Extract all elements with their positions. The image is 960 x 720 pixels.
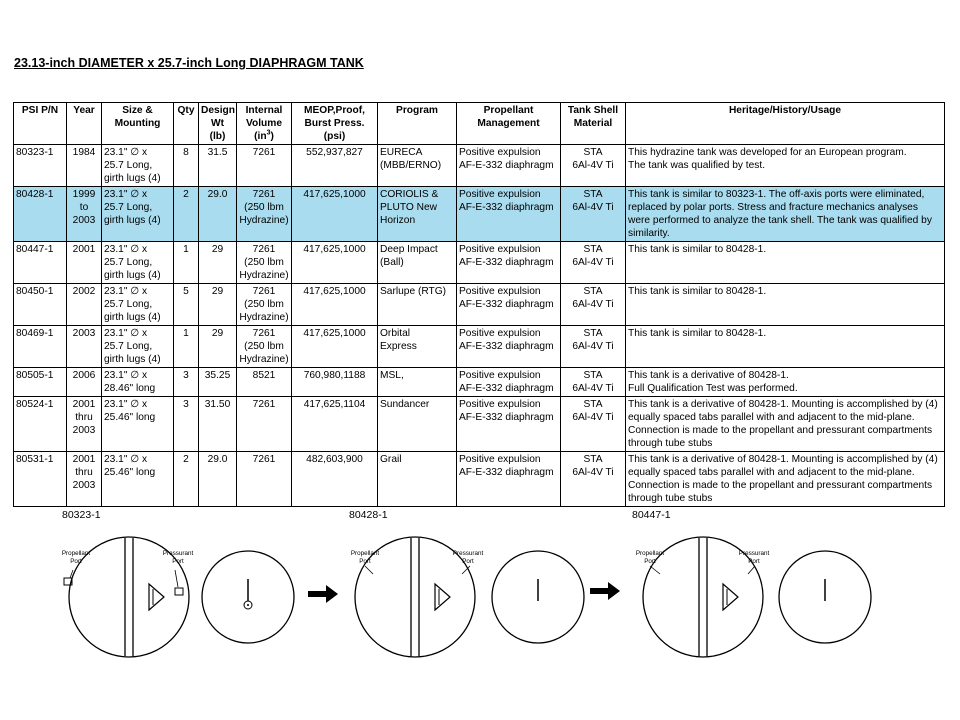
col-header-weight: Design Wt (lb) — [199, 103, 237, 145]
cell-management: Positive expulsion AF-E-332 diaphragm — [457, 397, 561, 452]
col-header-qty: Qty — [174, 103, 199, 145]
volume-unit-sup: 3 — [266, 129, 271, 137]
cell-program: Sarlupe (RTG) — [378, 284, 457, 326]
cell-program: EURECA (MBB/ERNO) — [378, 145, 457, 187]
cell-volume: 7261 — [237, 145, 292, 187]
diagram-label-80447: 80447-1 — [632, 509, 671, 521]
diagram-label-80323: 80323-1 — [62, 509, 101, 521]
cell-volume: 7261 (250 lbm Hydrazine) — [237, 187, 292, 242]
cell-year: 2006 — [67, 368, 102, 397]
page-title: 23.13-inch DIAMETER x 25.7-inch Long DIAPHRAGM TANK — [14, 56, 364, 70]
cell-material: STA 6Al-4V Ti — [561, 145, 626, 187]
cell-qty: 1 — [174, 242, 199, 284]
cell-history: This tank is a derivative of 80428-1. Full Qualification Test was performed. — [626, 368, 945, 397]
table-row — [14, 452, 945, 507]
col-header-material: Tank Shell Material — [561, 103, 626, 145]
cell-material: STA 6Al-4V Ti — [561, 242, 626, 284]
cell-program: Sundancer — [378, 397, 457, 452]
cell-pressure: 552,937,827 — [292, 145, 378, 187]
cell-year: 2002 — [67, 284, 102, 326]
tank-diagrams — [0, 530, 960, 720]
cell-management: Positive expulsion AF-E-332 diaphragm — [457, 326, 561, 368]
cell-program: Orbital Express — [378, 326, 457, 368]
cell-pressure: 417,625,1000 — [292, 242, 378, 284]
cell-size: 23.1" ∅ x 25.46" long — [102, 452, 174, 507]
table-row — [14, 326, 945, 368]
cell-management: Positive expulsion AF-E-332 diaphragm — [457, 242, 561, 284]
arrow-icon — [308, 585, 338, 603]
cell-material: STA 6Al-4V Ti — [561, 284, 626, 326]
col-header-pressure: MEOP,Proof, Burst Press. (psi) — [292, 103, 378, 145]
cell-pn: 80469-1 — [14, 326, 67, 368]
cell-history: This tank is similar to 80428-1. — [626, 326, 945, 368]
table-row — [14, 397, 945, 452]
cell-weight: 29 — [199, 242, 237, 284]
tank-diagram-80323-end — [202, 551, 294, 643]
cell-pn: 80531-1 — [14, 452, 67, 507]
cell-management: Positive expulsion AF-E-332 diaphragm — [457, 368, 561, 397]
cell-volume: 7261 (250 lbm Hydrazine) — [237, 284, 292, 326]
cell-material: STA 6Al-4V Ti — [561, 326, 626, 368]
cell-material: STA 6Al-4V Ti — [561, 397, 626, 452]
cell-material: STA 6Al-4V Ti — [561, 368, 626, 397]
port-label-propellant: Propellant Port — [61, 550, 91, 565]
cell-pn: 80524-1 — [14, 397, 67, 452]
cell-year: 1984 — [67, 145, 102, 187]
tank-diagram-80428-end — [492, 551, 584, 643]
cell-program: Deep Impact (Ball) — [378, 242, 457, 284]
cell-pressure: 417,625,1000 — [292, 326, 378, 368]
cell-program: CORIOLIS & PLUTO New Horizon — [378, 187, 457, 242]
cell-pressure: 417,625,1000 — [292, 284, 378, 326]
cell-volume: 8521 — [237, 368, 292, 397]
tank-spec-table — [13, 102, 945, 507]
cell-pn: 80505-1 — [14, 368, 67, 397]
cell-qty: 1 — [174, 326, 199, 368]
cell-year: 2001 thru 2003 — [67, 397, 102, 452]
col-header-pn: PSI P/N — [14, 103, 67, 145]
cell-weight: 29.0 — [199, 187, 237, 242]
table-row — [14, 368, 945, 397]
table-row — [14, 284, 945, 326]
cell-material: STA 6Al-4V Ti — [561, 452, 626, 507]
cell-program: Grail — [378, 452, 457, 507]
col-header-history: Heritage/History/Usage — [626, 103, 945, 145]
table-row — [14, 242, 945, 284]
cell-volume: 7261 — [237, 397, 292, 452]
cell-size: 23.1" ∅ x 25.7 Long, girth lugs (4) — [102, 326, 174, 368]
cell-weight: 29.0 — [199, 452, 237, 507]
cell-year: 2001 — [67, 242, 102, 284]
cell-history: This tank is similar to 80428-1. — [626, 284, 945, 326]
cell-material: STA 6Al-4V Ti — [561, 187, 626, 242]
col-header-management: Propellant Management — [457, 103, 561, 145]
port-label-pressurant: Pressurant Port — [452, 550, 484, 565]
cell-management: Positive expulsion AF-E-332 diaphragm — [457, 187, 561, 242]
cell-management: Positive expulsion AF-E-332 diaphragm — [457, 145, 561, 187]
col-header-volume-text: Internal Volume (in — [245, 105, 283, 142]
diagram-label-80428: 80428-1 — [349, 509, 388, 521]
cell-pn: 80450-1 — [14, 284, 67, 326]
cell-weight: 29 — [199, 284, 237, 326]
cell-qty: 8 — [174, 145, 199, 187]
cell-history: This tank is similar to 80323-1. The off-axis ports were eliminated, replaced by polar ports. Stress and fracture mechanics analyses were performed to analyze the tank shell. The tank was qualified by similarity. — [626, 187, 945, 242]
cell-pressure: 760,980,1188 — [292, 368, 378, 397]
cell-year: 2003 — [67, 326, 102, 368]
cell-qty: 5 — [174, 284, 199, 326]
table-row — [14, 145, 945, 187]
cell-history: This tank is a derivative of 80428-1. Mounting is accomplished by (4) equally spaced tabs parallel with and adjacent to the mid-plane. Connection is made to the propellant and pressurant compartments through tube stubs — [626, 452, 945, 507]
col-header-volume — [237, 103, 292, 145]
port-label-pressurant: Pressurant Port — [162, 550, 194, 565]
cell-weight: 29 — [199, 326, 237, 368]
col-header-program: Program — [378, 103, 457, 145]
cell-management: Positive expulsion AF-E-332 diaphragm — [457, 452, 561, 507]
cell-weight: 31.5 — [199, 145, 237, 187]
cell-program: MSL, — [378, 368, 457, 397]
cell-size: 23.1" ∅ x 28.46" long — [102, 368, 174, 397]
cell-pressure: 417,625,1000 — [292, 187, 378, 242]
cell-size: 23.1" ∅ x 25.46" long — [102, 397, 174, 452]
cell-management: Positive expulsion AF-E-332 diaphragm — [457, 284, 561, 326]
tank-diagram-80447-end — [779, 551, 871, 643]
cell-weight: 31.50 — [199, 397, 237, 452]
volume-unit-close: ) — [270, 131, 274, 142]
cell-year: 2001 thru 2003 — [67, 452, 102, 507]
cell-size: 23.1" ∅ x 25.7 Long, girth lugs (4) — [102, 242, 174, 284]
cell-year: 1999 to 2003 — [67, 187, 102, 242]
cell-size: 23.1" ∅ x 25.7 Long, girth lugs (4) — [102, 187, 174, 242]
cell-qty: 3 — [174, 397, 199, 452]
cell-pressure: 482,603,900 — [292, 452, 378, 507]
cell-pn: 80323-1 — [14, 145, 67, 187]
cell-qty: 2 — [174, 187, 199, 242]
cell-volume: 7261 — [237, 452, 292, 507]
cell-volume: 7261 (250 lbm Hydrazine) — [237, 326, 292, 368]
cell-size: 23.1" ∅ x 25.7 Long, girth lugs (4) — [102, 145, 174, 187]
cell-history: This tank is a derivative of 80428-1. Mounting is accomplished by (4) equally spaced tabs parallel with and adjacent to the mid-plane. Connection is made to the propellant and pressurant compartments through tube stubs — [626, 397, 945, 452]
port-label-propellant: Propellant Port — [350, 550, 380, 565]
cell-history: This tank is similar to 80428-1. — [626, 242, 945, 284]
cell-weight: 35.25 — [199, 368, 237, 397]
cell-qty: 2 — [174, 452, 199, 507]
cell-pressure: 417,625,1104 — [292, 397, 378, 452]
arrow-icon — [590, 582, 620, 600]
cell-size: 23.1" ∅ x 25.7 Long, girth lugs (4) — [102, 284, 174, 326]
col-header-size: Size & Mounting — [102, 103, 174, 145]
col-header-year: Year — [67, 103, 102, 145]
cell-pn: 80447-1 — [14, 242, 67, 284]
cell-history: This hydrazine tank was developed for an European program. The tank was qualified by test. — [626, 145, 945, 187]
cell-qty: 3 — [174, 368, 199, 397]
port-label-propellant: Propellant Port — [635, 550, 665, 565]
port-label-pressurant: Pressurant Port — [738, 550, 770, 565]
table-row — [14, 187, 945, 242]
table-header-row — [14, 103, 945, 145]
cell-volume: 7261 (250 lbm Hydrazine) — [237, 242, 292, 284]
cell-pn: 80428-1 — [14, 187, 67, 242]
